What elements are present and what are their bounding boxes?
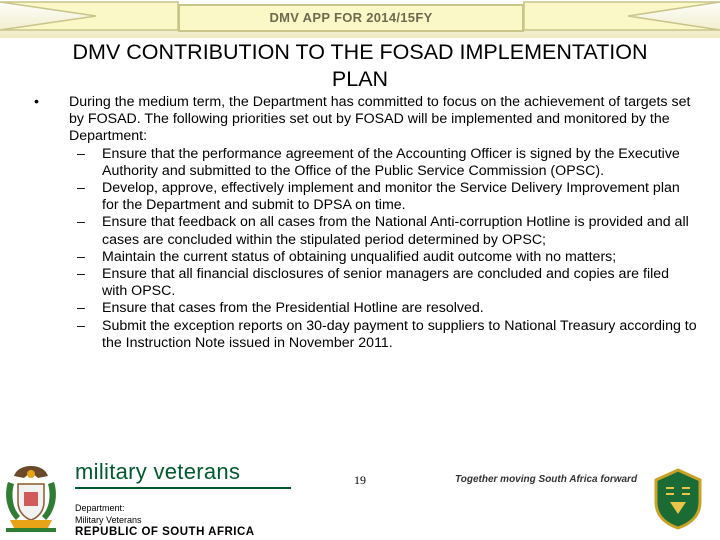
bullet-dot-icon: • xyxy=(34,94,39,110)
priority-item xyxy=(69,266,698,300)
banner-title: DMV APP FOR 2014/15FY xyxy=(178,4,524,32)
slide-title-line1: DMV CONTRIBUTION TO THE FOSAD IMPLEMENTATION xyxy=(72,40,648,64)
department-line2: Military Veterans xyxy=(75,515,142,525)
priority-text: Ensure that all financial disclosures of senior managers are concluded and copies are filed with OPSC. xyxy=(102,266,670,300)
bullet-intro xyxy=(34,94,698,352)
priority-item xyxy=(69,214,698,248)
department-label xyxy=(75,502,142,526)
priority-item xyxy=(69,146,698,180)
priority-text: Maintain the current status of obtaining unqualified audit outcome with no matters; xyxy=(102,248,617,265)
coat-of-arms-icon xyxy=(0,462,62,536)
page-number: 19 xyxy=(354,473,366,487)
priority-item xyxy=(69,318,698,352)
dash-icon: – xyxy=(77,248,85,265)
dash-icon: – xyxy=(77,214,85,231)
department-line1: Department: xyxy=(75,503,125,513)
priority-text: Ensure that cases from the Presidential Hotline are resolved. xyxy=(102,300,484,317)
country-label: REPUBLIC OF SOUTH AFRICA xyxy=(75,526,255,538)
priority-item xyxy=(69,249,698,266)
dash-icon: – xyxy=(77,317,85,334)
brand-wordmark: military veterans xyxy=(75,459,241,484)
military-veterans-emblem-icon xyxy=(646,462,710,534)
priority-list xyxy=(69,146,698,352)
priority-text: Develop, approve, effectively implement and monitor the Service Delivery Improvement plan for the Department and submit to DPSA on time. xyxy=(102,180,680,214)
priority-item xyxy=(69,300,698,317)
priority-text: Ensure that the performance agreement of the Accounting Officer is signed by the Executive Authority and submitted to the Office of the Public Service Commission (OPSC). xyxy=(102,145,680,179)
priority-item xyxy=(69,180,698,214)
dash-icon: – xyxy=(77,266,85,283)
dash-icon: – xyxy=(77,180,85,197)
dash-icon: – xyxy=(77,300,85,317)
slide-title xyxy=(22,39,698,93)
slide-title-line2: PLAN xyxy=(331,67,389,91)
priority-text: Submit the exception reports on 30-day payment to suppliers to National Treasury according to the Instruction Note issued in November 2011. xyxy=(102,317,697,351)
dash-icon: – xyxy=(77,145,85,162)
priority-text: Ensure that feedback on all cases from the National Anti-corruption Hotline is provided and all cases are concluded within the stipulated period determined by OPSC; xyxy=(102,214,689,248)
brand-underline xyxy=(75,487,291,489)
header-banner xyxy=(0,0,720,38)
slide-footer xyxy=(0,456,720,540)
slide-body xyxy=(34,94,698,352)
tagline: Together moving South Africa forward xyxy=(455,474,638,485)
intro-text: During the medium term, the Department has committed to focus on the achievement of targets set by FOSAD. The following priorities set out by FOSAD will be implemented and monitored by the Department: xyxy=(69,94,691,145)
